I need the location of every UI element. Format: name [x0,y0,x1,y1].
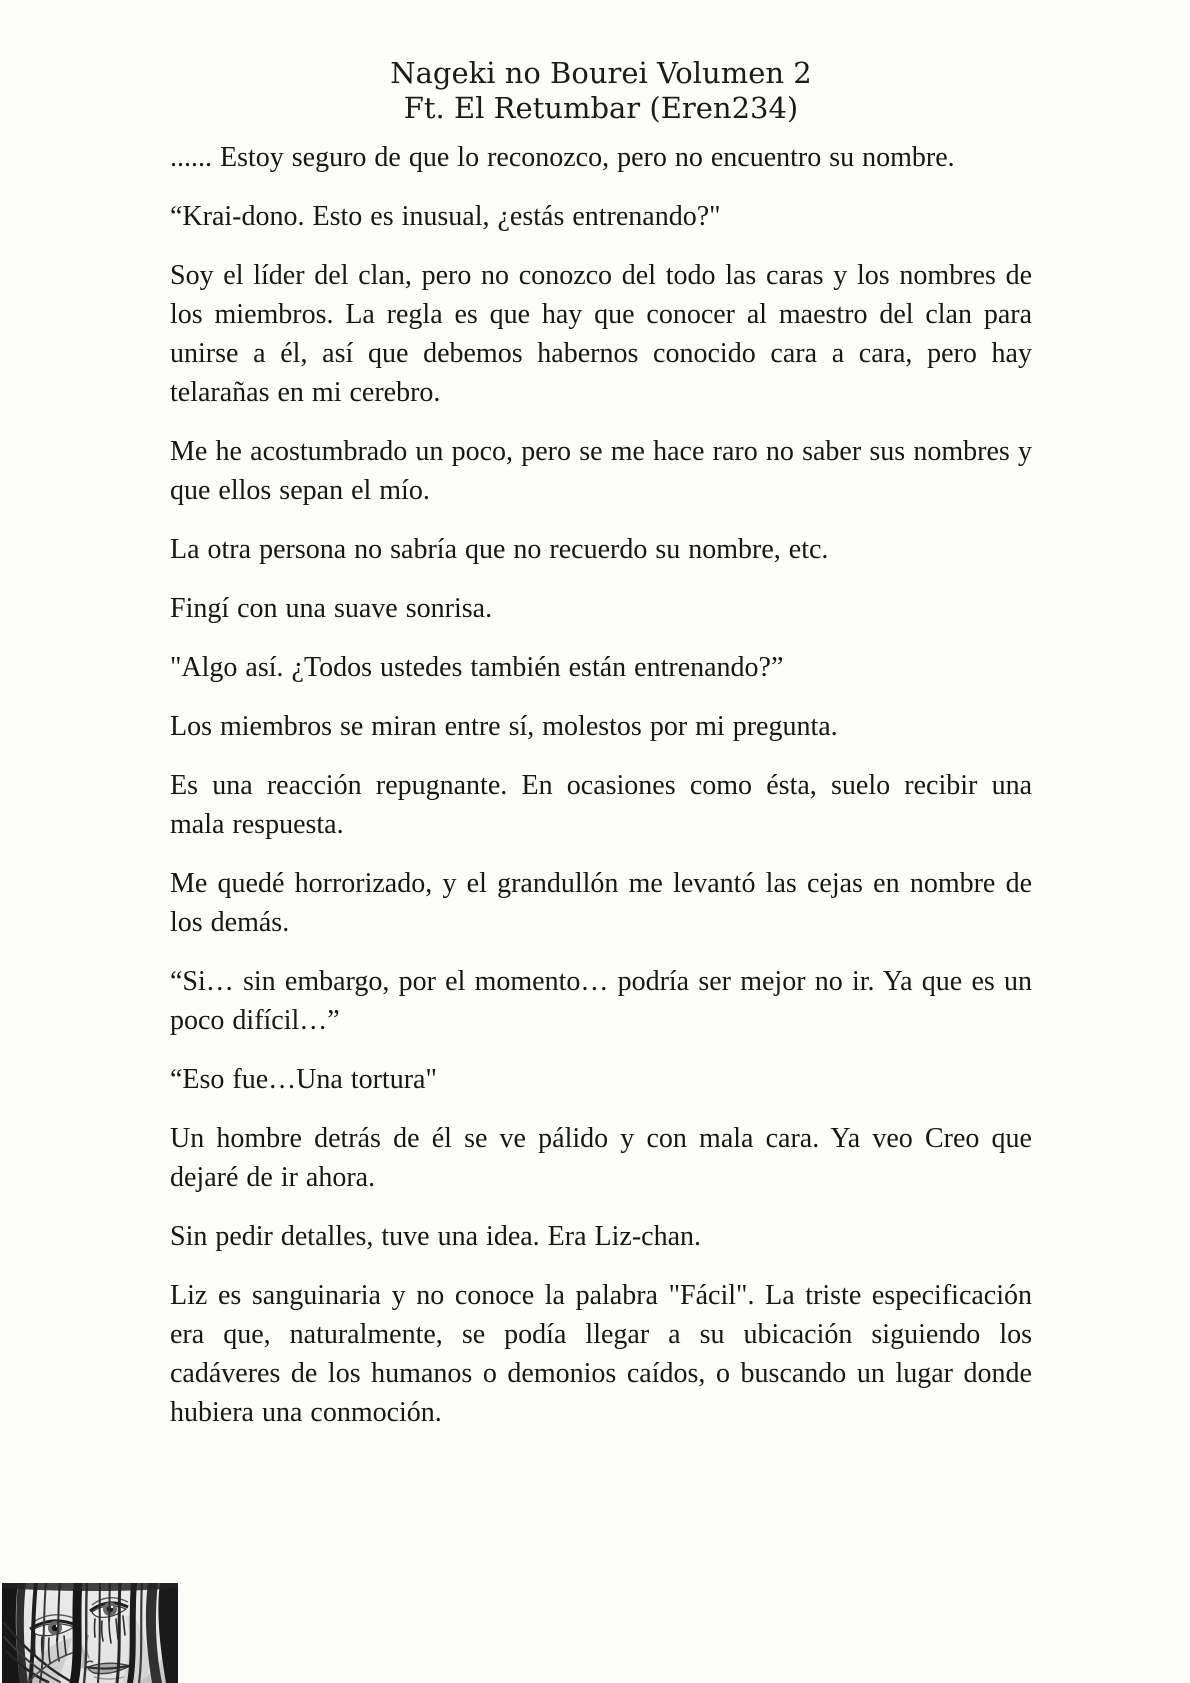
paragraph: Me quedé horrorizado, y el grandullón me levantó las cejas en nombre de los demás. [170,868,1032,938]
paragraph: "Algo así. ¿Todos ustedes también están entrenando?” [170,652,784,683]
paragraph: Me he acostumbrado un poco, pero se me hace raro no saber sus nombres y que ellos sepan el mío. [170,436,1032,506]
paragraph: Fingí con una suave sonrisa. [170,593,493,624]
paragraph: La otra persona no sabría que no recuerdo su nombre, etc. [170,534,829,565]
paragraph: “Eso fue…Una tortura" [170,1064,437,1095]
paragraph: Un hombre detrás de él se ve pálido y con mala cara. Ya veo Creo que dejaré de ir ahora. [170,1123,1032,1193]
manga-face-illustration [2,1583,178,1683]
title-line-2: Ft. El Retumbar (Eren234) [403,91,799,125]
paragraph: Liz es sanguinaria y no conoce la palabra "Fácil". La triste especificación era que, naturalmente, se podía llegar a su ubicación siguiendo los cadáveres de los humanos o demonios caídos, o buscando un lugar donde hubiera una conmoción. [170,1280,1032,1428]
text-column [170,56,1032,1452]
body-text [170,138,1032,1432]
paragraph: Es una reacción repugnante. En ocasiones como ésta, suelo recibir una mala respuesta. [170,770,1032,840]
paragraph: Soy el líder del clan, pero no conozco del todo las caras y los nombres de los miembros. La regla es que hay que conocer al maestro del clan para unirse a él, así que debemos habernos conocido cara a cara, pero hay telarañas en mi cerebro. [170,260,1032,408]
paragraph: “Krai-dono. Esto es inusual, ¿estás entrenando?" [170,201,721,232]
paragraph: “Si… sin embargo, por el momento… podría ser mejor no ir. Ya que es un poco difícil…” [170,966,1032,1036]
paragraph: Sin pedir detalles, tuve una idea. Era Liz-chan. [170,1221,702,1252]
paragraph: ...... Estoy seguro de que lo reconozco, pero no encuentro su nombre. [170,142,955,173]
page-title [170,56,1032,126]
title-line-1: Nageki no Bourei Volumen 2 [390,56,812,90]
paragraph: Los miembros se miran entre sí, molestos por mi pregunta. [170,711,838,742]
manga-face-drawing [2,1583,178,1683]
